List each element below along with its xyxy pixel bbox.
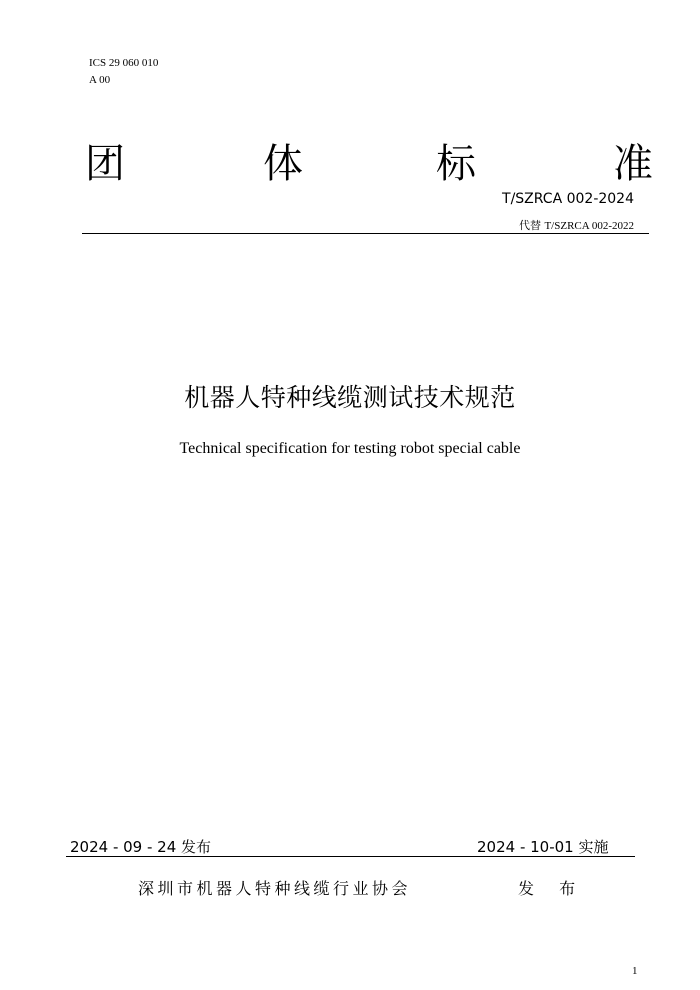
footer-divider bbox=[66, 856, 635, 857]
replaces-line bbox=[519, 217, 634, 233]
replaces-label: 代替 bbox=[518, 219, 541, 232]
header-divider bbox=[82, 233, 649, 234]
publisher-name: 深圳市机器人特种线缆行业协会 bbox=[138, 879, 412, 898]
issue-date: 2024 - 09 - 24 发布 bbox=[70, 838, 212, 856]
ics-code: ICS 29 060 010 bbox=[89, 57, 159, 69]
standard-number: T/SZRCA 002-2024 bbox=[502, 191, 634, 207]
page-number: 1 bbox=[632, 965, 638, 977]
title-english: Technical specification for testing robot special cable bbox=[179, 440, 521, 457]
title-chinese: 机器人特种线缆测试技术规范 bbox=[184, 383, 516, 412]
publish-label: 发 布 bbox=[518, 879, 586, 898]
standard-type-char-1: 团 bbox=[85, 141, 125, 187]
standard-type-char-3: 标 bbox=[436, 141, 476, 187]
implement-date: 2024 - 10-01 实施 bbox=[477, 838, 609, 856]
standard-type-char-2: 体 bbox=[263, 141, 303, 187]
standard-type-heading bbox=[85, 140, 655, 188]
replaces-code: T/SZRCA 002-2022 bbox=[544, 220, 634, 232]
ics-block bbox=[89, 55, 158, 89]
standard-type-char-4: 准 bbox=[613, 141, 653, 187]
ccs-code: A 00 bbox=[89, 74, 111, 86]
